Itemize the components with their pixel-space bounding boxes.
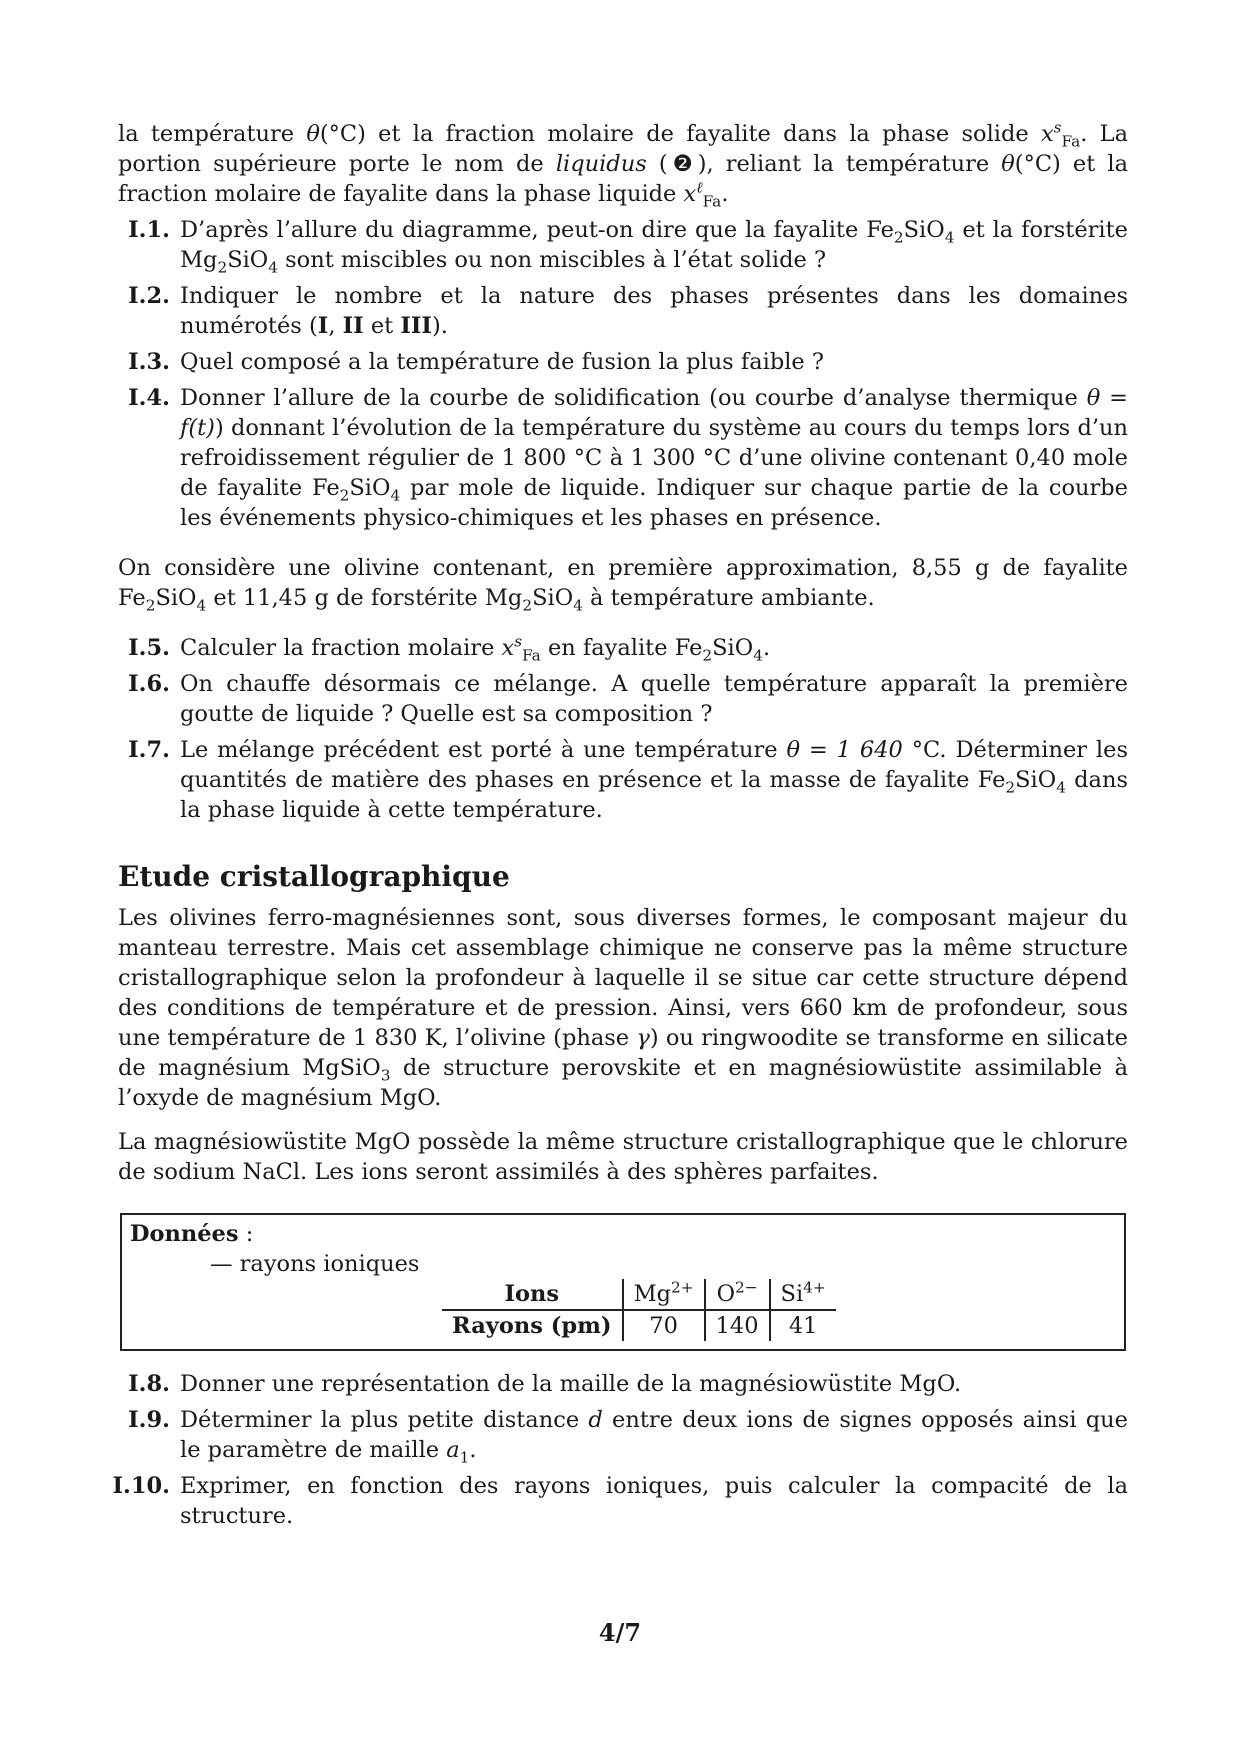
question-i3	[118, 347, 1128, 377]
radius-cell: 41	[788, 1313, 818, 1339]
radius-cell: 140	[705, 1310, 770, 1341]
table-header-row	[442, 1279, 836, 1310]
question-text: D’après l’allure du diagramme, peut-on dire que la fayalite $Fe_2SiO_4$ et la forstérite $Mg_2SiO_4$ sont miscibles ou non miscibles à l’état solide ?	[180, 217, 1128, 277]
question-text: Le mélange précédent est porté à une température θ = 1 640 °C. Déterminer les quantités de matière des phases en présence et la masse de fayalite $Fe_2SiO_4$ dans la phase liquide à cette température.	[180, 737, 1128, 823]
question-text: Quel composé a la température de fusion la plus faible ?	[180, 349, 824, 375]
table-row-label: Rayons (pm)	[442, 1310, 623, 1341]
ion-cell: $Si^{4+}$	[770, 1279, 836, 1310]
question-number: I.3.	[128, 349, 170, 375]
question-text: Donner une représentation de la maille de la magnésiowüstite MgO.	[180, 1371, 962, 1397]
olivine-paragraph: On considère une olivine contenant, en première approximation, 8,55 g de fayalite $Fe_2SiO_4$ et 11,45 g de forstérite $Mg_2SiO_4$ à température ambiante.	[118, 555, 1128, 615]
question-number: I.2.	[128, 283, 170, 309]
section-title: Etude cristallographique	[118, 860, 510, 893]
crystal-paragraph-1: Les olivines ferro-magnésiennes sont, sous diverses formes, le composant majeur du manteau terrestre. Mais cet assemblage chimique ne conserve pas la même structure cristallographique selon la profondeur à laquelle il se situe car cette structure dépend des conditions de température et de pression. Ainsi, vers 660 km de profondeur, sous une température de 1 830 K, l’olivine (phase γ) ou ringwoodite se transforme en silicate de magnésium MgSiO$_3$ de structure perovskite et en magnésiowüstite assimilable à l’oxyde de magnésium MgO.	[118, 905, 1128, 1111]
crystal-paragraph-2: La magnésiowüstite MgO possède la même structure cristallographique que le chlorure de sodium NaCl. Les ions seront assimilés à des sphères parfaites.	[118, 1129, 1128, 1185]
question-text: Donner l’allure de la courbe de solidification (ou courbe d’analyse thermique θ = f(t)) donnant l’évolution de la température du système au cours du temps lors d’un refroidissement régulier de 1 800 °C à 1 300 °C d’une olivine contenant 0,40 mole de fayalite $Fe_2SiO_4$ par mole de liquide. Indiquer sur chaque partie de la courbe les événements physico-chimiques et les phases en présence.	[180, 385, 1129, 531]
question-text: Exprimer, en fonction des rayons ioniques, puis calculer la compacité de la structure.	[180, 1473, 1128, 1529]
question-i1	[118, 215, 1128, 275]
data-box	[120, 1213, 1126, 1351]
question-i8	[118, 1369, 1128, 1399]
page-content	[112, 118, 1129, 1531]
table-header-label: Ions	[442, 1279, 623, 1310]
question-i9	[118, 1405, 1128, 1465]
radius-cell: 70	[623, 1310, 705, 1341]
ionic-radii-table	[442, 1279, 836, 1341]
question-number: I.10.	[112, 1473, 170, 1499]
question-i6	[118, 669, 1128, 729]
data-box-title: Données :	[130, 1221, 254, 1247]
question-text: Déterminer la plus petite distance d entre deux ions de signes opposés ainsi que le paramètre de maille $a_1$.	[180, 1407, 1128, 1467]
question-text: On chauffe désormais ce mélange. A quelle température apparaît la première goutte de liquide ? Quelle est sa composition ?	[180, 671, 1128, 727]
page-number: 4/7	[598, 1618, 642, 1647]
question-i2	[118, 281, 1128, 341]
question-number: I.4.	[128, 385, 170, 411]
question-i4	[118, 383, 1128, 533]
ion-cell: $Mg^{2+}$	[623, 1279, 705, 1310]
question-i10	[112, 1471, 1128, 1531]
data-box-item: — rayons ioniques	[210, 1251, 420, 1277]
question-number: I.5.	[128, 635, 170, 661]
question-text: Indiquer le nombre et la nature des phases présentes dans les domaines numérotés (I, II et III).	[180, 283, 1128, 339]
question-number: I.9.	[128, 1407, 170, 1433]
question-number: I.7.	[128, 737, 170, 763]
intro-paragraph: la température θ(°C) et la fraction molaire de fayalite dans la phase solide $x^s_{Fa}$. La portion supérieure porte le nom de liquidus (❷), reliant la température θ(°C) et la fraction molaire de fayalite dans la phase liquide $x^\ell_{Fa}$.	[118, 118, 1128, 211]
question-number: I.6.	[128, 671, 170, 697]
question-text: Calculer la fraction molaire $x^s_{Fa}$ en fayalite $Fe_2SiO_4$.	[180, 632, 771, 665]
question-i7	[118, 735, 1128, 825]
question-number: I.1.	[128, 217, 170, 243]
table-row	[442, 1310, 836, 1341]
ion-cell: $O^{2-}$	[705, 1279, 770, 1310]
question-number: I.8.	[128, 1371, 170, 1397]
question-i5	[118, 633, 1128, 663]
